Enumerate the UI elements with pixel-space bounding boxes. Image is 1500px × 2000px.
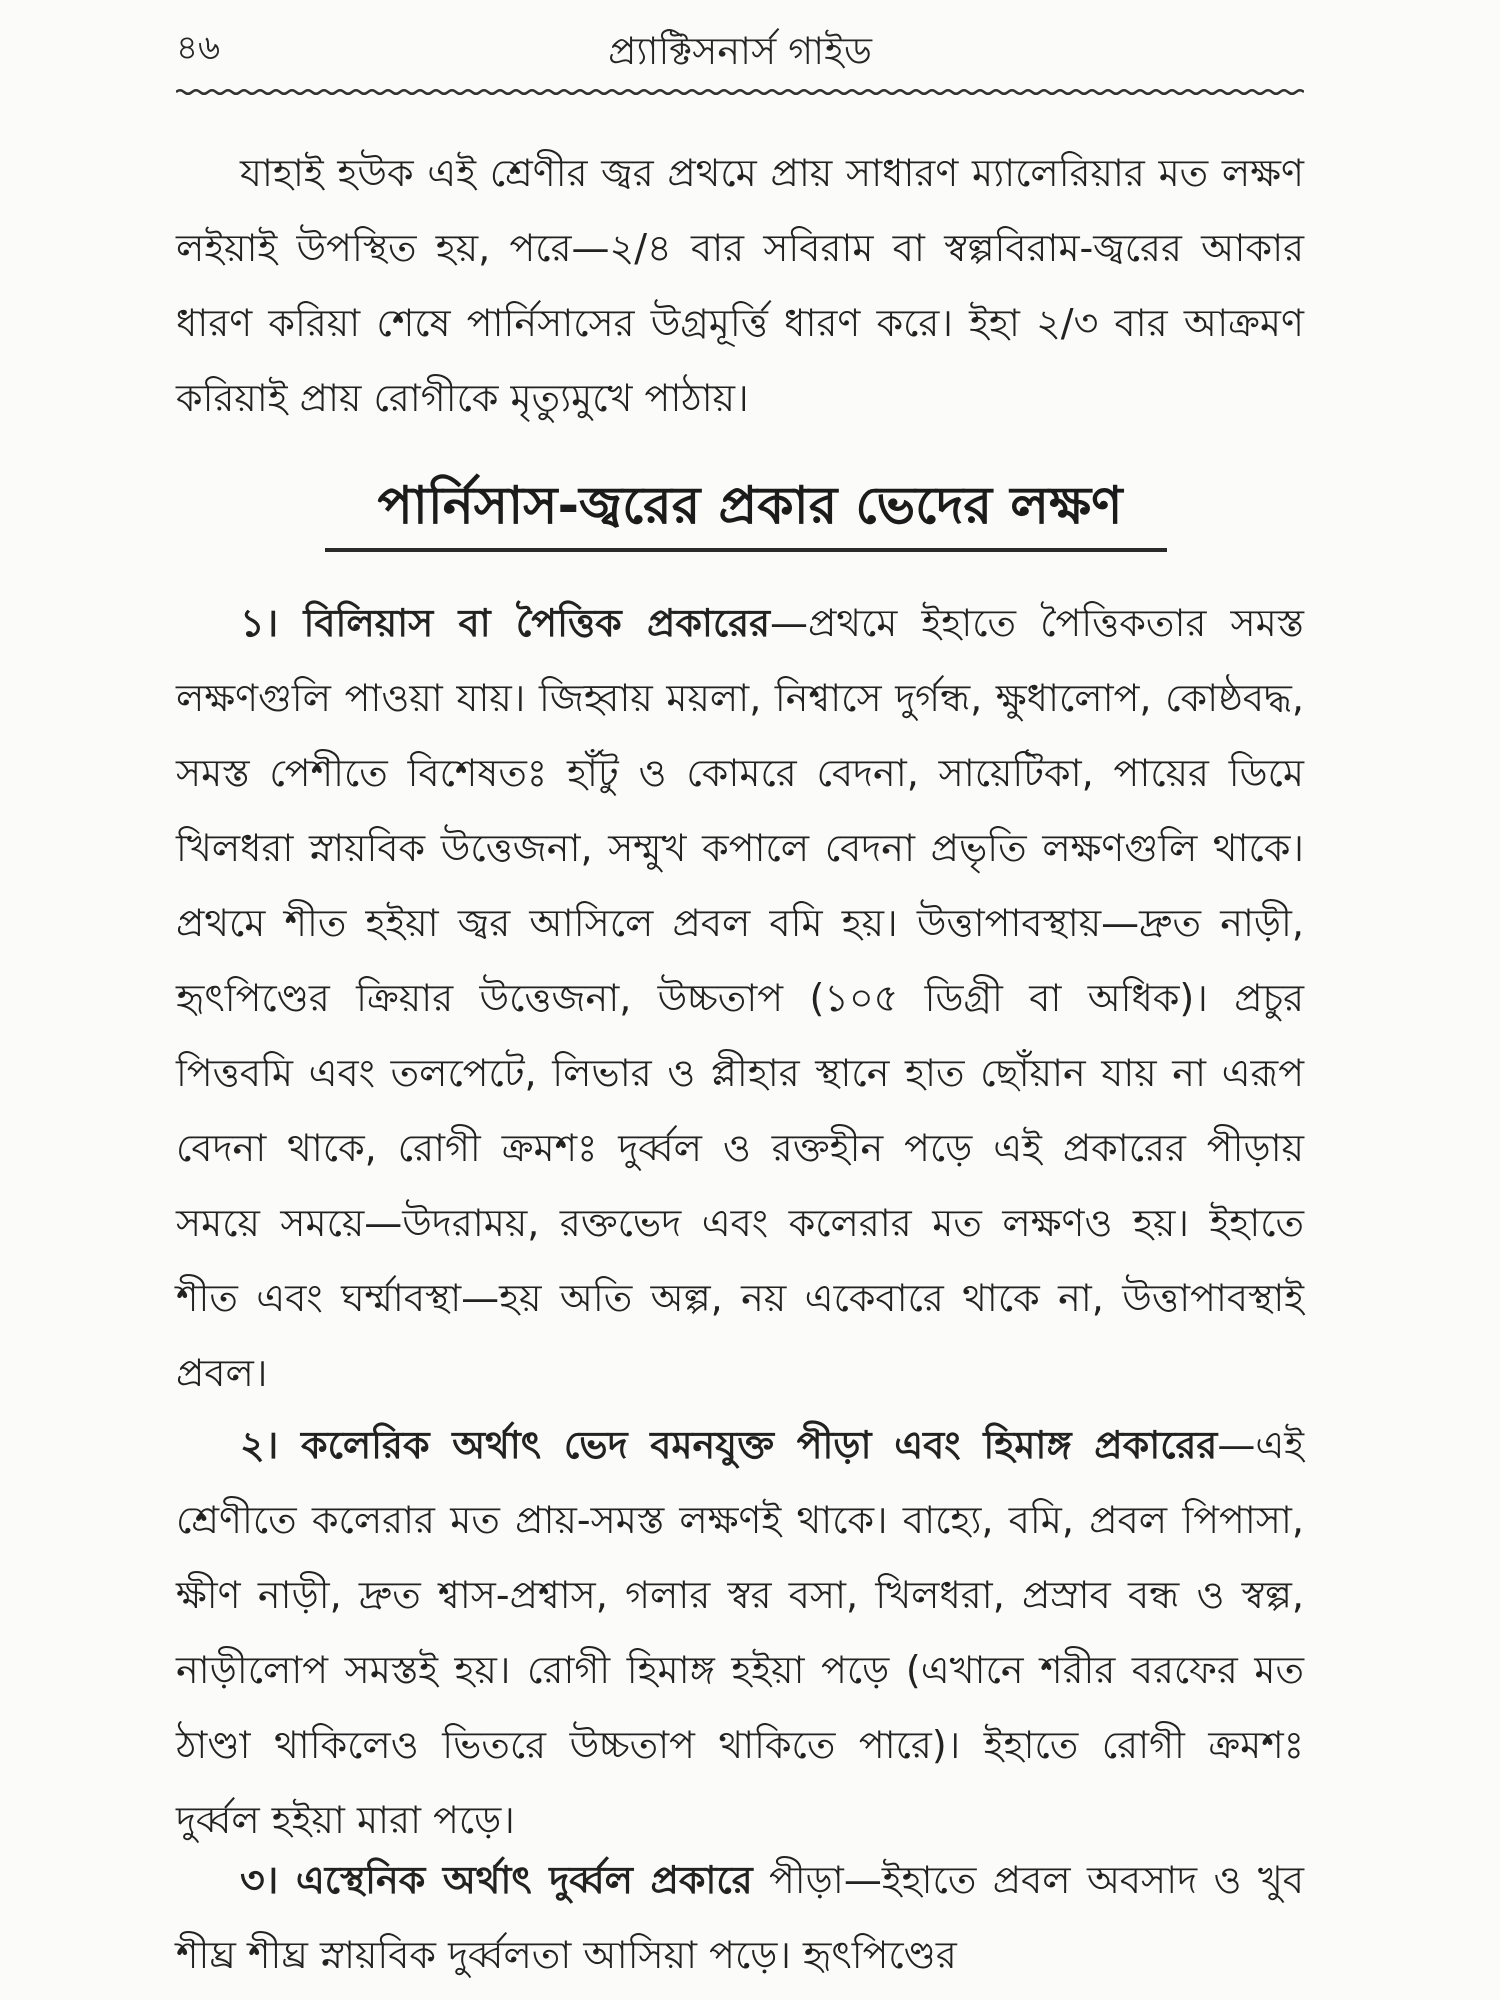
item-1-title: ১। বিলিয়াস বা পৈত্তিক প্রকারের bbox=[240, 601, 771, 645]
section-heading: পার্নিসাস-জ্বরের প্রকার ভেদের লক্ষণ bbox=[377, 476, 1123, 536]
item-2-title: ২। কলেরিক অর্থাৎ ভেদ বমনযুক্ত পীড়া এবং হিমাঙ্গ প্রকারের bbox=[240, 1423, 1218, 1467]
page-number: ৪৬ bbox=[176, 28, 221, 68]
item-3-title: ৩। এস্থেনিক অর্থাৎ দুর্ব্বল প্রকারে bbox=[240, 1858, 753, 1902]
page-header bbox=[176, 14, 1304, 78]
item-3-text: পীড়া—ইহাতে প্রবল অবসাদ ও খুব শীঘ্র শীঘ্র স্নায়বিক দুর্ব্বলতা আসিয়া পড়ে। হৃৎপিণ্ডের bbox=[176, 1858, 1304, 1977]
heading-underline bbox=[325, 548, 1167, 552]
list-item-3 bbox=[176, 1843, 1304, 1993]
list-item-1 bbox=[176, 586, 1304, 1411]
wavy-rule-divider bbox=[176, 84, 1304, 100]
list-item-2 bbox=[176, 1408, 1304, 1858]
item-1-text: —প্রথমে ইহাতে পৈত্তিকতার সমস্ত লক্ষণগুলি পাওয়া যায়। জিহ্বায় ময়লা, নিশ্বাসে দুর্গন্ধ, ক্ষুধালোপ, কোষ্ঠবদ্ধ, সমস্ত পেশীতে বিশেষতঃ হাঁটু ও কোমরে বেদনা, সায়েটিকা, পায়ের ডিমে খিলধরা স্নায়বিক উত্তেজনা, সম্মুখ কপালে বেদনা প্রভৃতি লক্ষণগুলি থাকে। প্রথমে শীত হইয়া জ্বর আসিলে প্রবল বমি হয়। উত্তাপাবস্থায়—দ্রুত নাড়ী, হৃৎপিণ্ডের ক্রিয়ার উত্তেজনা, উচ্চতাপ (১০৫ ডিগ্রী বা অধিক)। প্রচুর পিত্তবমি এবং তলপেটে, লিভার ও প্লীহার স্থানে হাত ছোঁয়ান যায় না এরূপ বেদনা থাকে, রোগী ক্রমশঃ দুর্ব্বল ও রক্তহীন পড়ে এই প্রকারের পীড়ায় সময়ে সময়ে—উদরাময়, রক্তভেদ এবং কলেরার মত লক্ষণও হয়। ইহাতে শীত এবং ঘর্ম্মাবস্থা—হয় অতি অল্প, নয় একেবারে থাকে না, উত্তাপাবস্থাই প্রবল। bbox=[176, 601, 1305, 1395]
item-2-text: —এই শ্রেণীতে কলেরার মত প্রায়-সমস্ত লক্ষণই থাকে। বাহ্যে, বমি, প্রবল পিপাসা, ক্ষীণ নাড়ী, দ্রুত শ্বাস-প্রশ্বাস, গলার স্বর বসা, খিলধরা, প্রস্রাব বন্ধ ও স্বল্প, নাড়ীলোপ সমস্তই হয়। রোগী হিমাঙ্গ হইয়া পড়ে (এখানে শরীর বরফের মত ঠাণ্ডা থাকিলেও ভিতরে উচ্চতাপ থাকিতে পারে)। ইহাতে রোগী ক্রমশঃ দুর্ব্বল হইয়া মারা পড়ে। bbox=[176, 1423, 1304, 1842]
intro-paragraph: যাহাই হউক এই শ্রেণীর জ্বর প্রথমে প্রায় সাধারণ ম্যালেরিয়ার মত লক্ষণ লইয়াই উপস্থিত হয়, পরে—২/৪ বার সবিরাম বা স্বল্পবিরাম-জ্বরের আকার ধারণ করিয়া শেষে পার্নিসাসের উগ্রমূর্ত্তি ধারণ করে। ইহা ২/৩ বার আক্রমণ করিয়াই প্রায় রোগীকে মৃত্যুমুখে পাঠায়। bbox=[176, 151, 1304, 420]
running-title: প্র্যাক্টিসনার্স গাইড bbox=[608, 29, 872, 73]
